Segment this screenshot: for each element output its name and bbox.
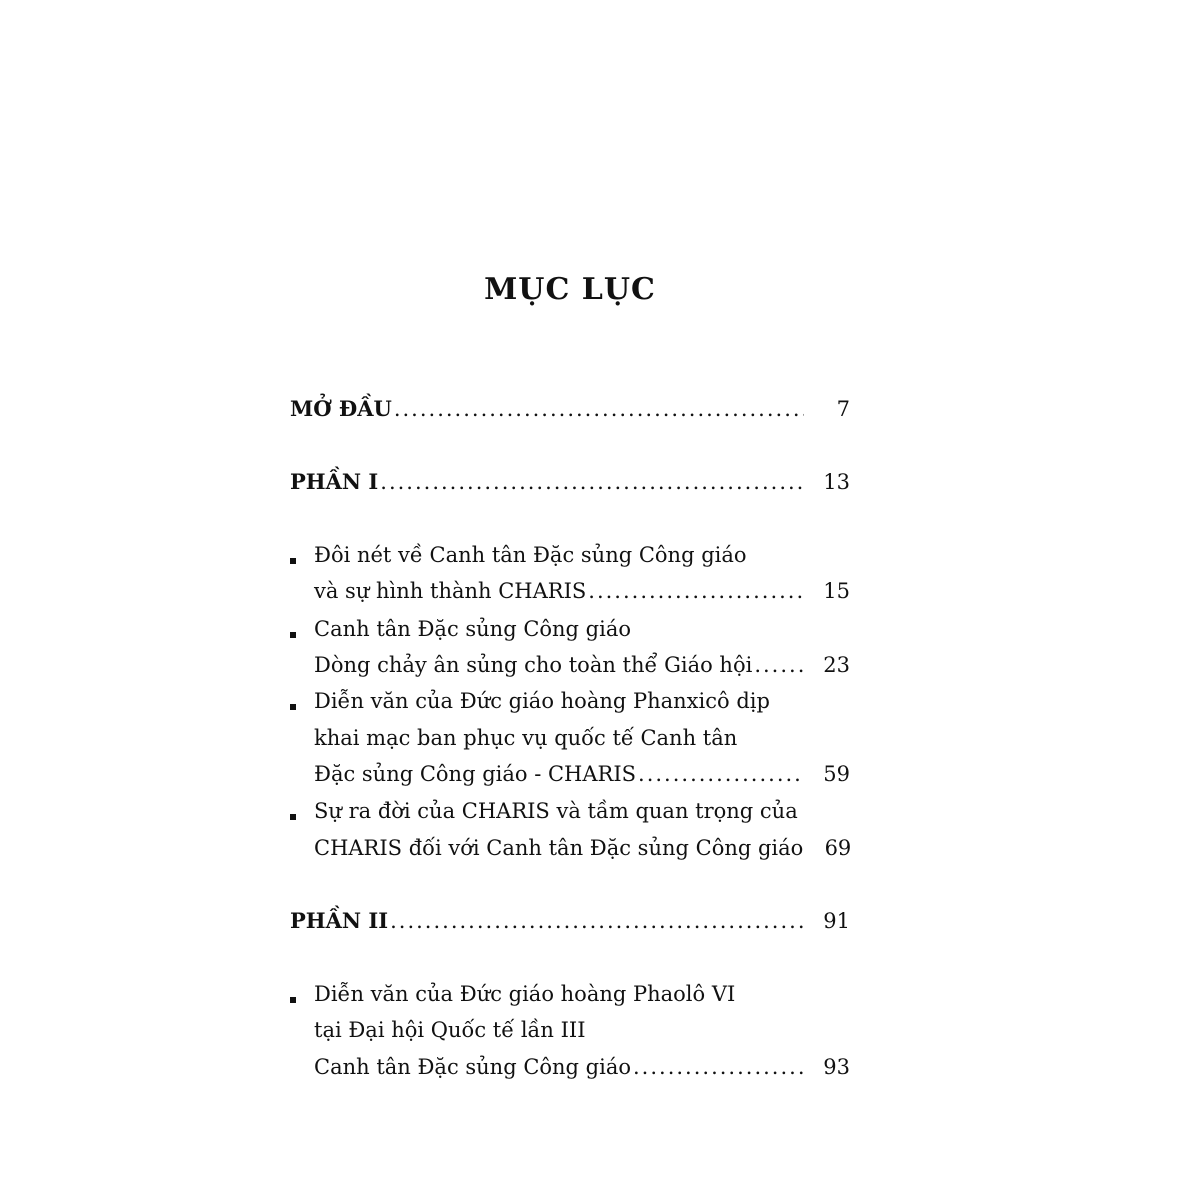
toc-entry-line: [314, 689, 850, 723]
leader-dots: [390, 909, 804, 933]
toc-entry-text: tại Đại hội Quốc tế lần III: [314, 1018, 586, 1042]
toc-entry-text: Sự ra đời của CHARIS và tầm quan trọng của: [314, 799, 798, 823]
toc-entry-text: Diễn văn của Đức giáo hoàng Phaolô VI: [314, 982, 736, 1006]
toc-entry-line: [314, 617, 850, 651]
bullet-icon: [290, 982, 300, 1016]
leader-dots: [633, 1055, 804, 1079]
leader-dots: [754, 653, 804, 677]
toc-entry-part-2: [290, 908, 850, 942]
toc-entry-label: PHẦN II: [290, 908, 389, 933]
toc-entry-line: [314, 1055, 850, 1089]
toc-entry-line: [314, 799, 850, 833]
toc-entry-text: Dòng chảy ân sủng cho toàn thể Giáo hội: [314, 653, 753, 677]
toc-entry-line: [314, 653, 850, 687]
toc-entry-line: [314, 836, 850, 870]
toc-entry-line: [314, 982, 850, 1016]
leader-dots: [380, 470, 804, 494]
toc-page-number: 91: [823, 909, 850, 933]
toc-entry-line: [314, 543, 850, 577]
toc-entry-line: [314, 1018, 850, 1052]
page-title: MỤC LỤC: [484, 272, 656, 307]
toc-entry-line: [314, 762, 850, 796]
leader-dots: [394, 397, 804, 421]
toc-entry-text: Canh tân Đặc sủng Công giáo: [314, 617, 631, 641]
toc-page-number: 23: [823, 653, 850, 677]
leader-dots: [638, 762, 804, 786]
leader-dots: [588, 579, 804, 603]
bullet-icon: [290, 799, 300, 833]
toc-page-number: 15: [823, 579, 850, 603]
toc-entry-text: Canh tân Đặc sủng Công giáo: [314, 1055, 631, 1079]
toc-entry-intro: [290, 396, 850, 430]
bullet-icon: [290, 543, 300, 577]
toc-entry-text: Đặc sủng Công giáo - CHARIS: [314, 762, 637, 786]
toc-page-number: 93: [823, 1055, 850, 1079]
toc-page-number: 7: [836, 397, 850, 421]
toc-entry-text: Đôi nét về Canh tân Đặc sủng Công giáo: [314, 543, 747, 567]
toc-entry-text: CHARIS đối với Canh tân Đặc sủng Công giáo: [314, 836, 804, 860]
toc-page-number: 69: [824, 836, 852, 860]
toc-entry-line: [314, 726, 850, 760]
bullet-icon: [290, 689, 300, 723]
toc-entry-text: Diễn văn của Đức giáo hoàng Phanxicô dịp: [314, 689, 770, 713]
toc-page-number: 13: [823, 470, 850, 494]
toc-entry-part-1: [290, 469, 850, 503]
toc-entry-label: PHẦN I: [290, 469, 379, 494]
toc-page-number: 59: [823, 762, 850, 786]
bullet-icon: [290, 617, 300, 651]
toc-entry-text: khai mạc ban phục vụ quốc tế Canh tân: [314, 726, 738, 750]
toc-entry-line: [314, 579, 850, 613]
toc-entry-label: MỞ ĐẦU: [290, 396, 392, 421]
toc-entry-text: và sự hình thành CHARIS: [314, 579, 587, 603]
